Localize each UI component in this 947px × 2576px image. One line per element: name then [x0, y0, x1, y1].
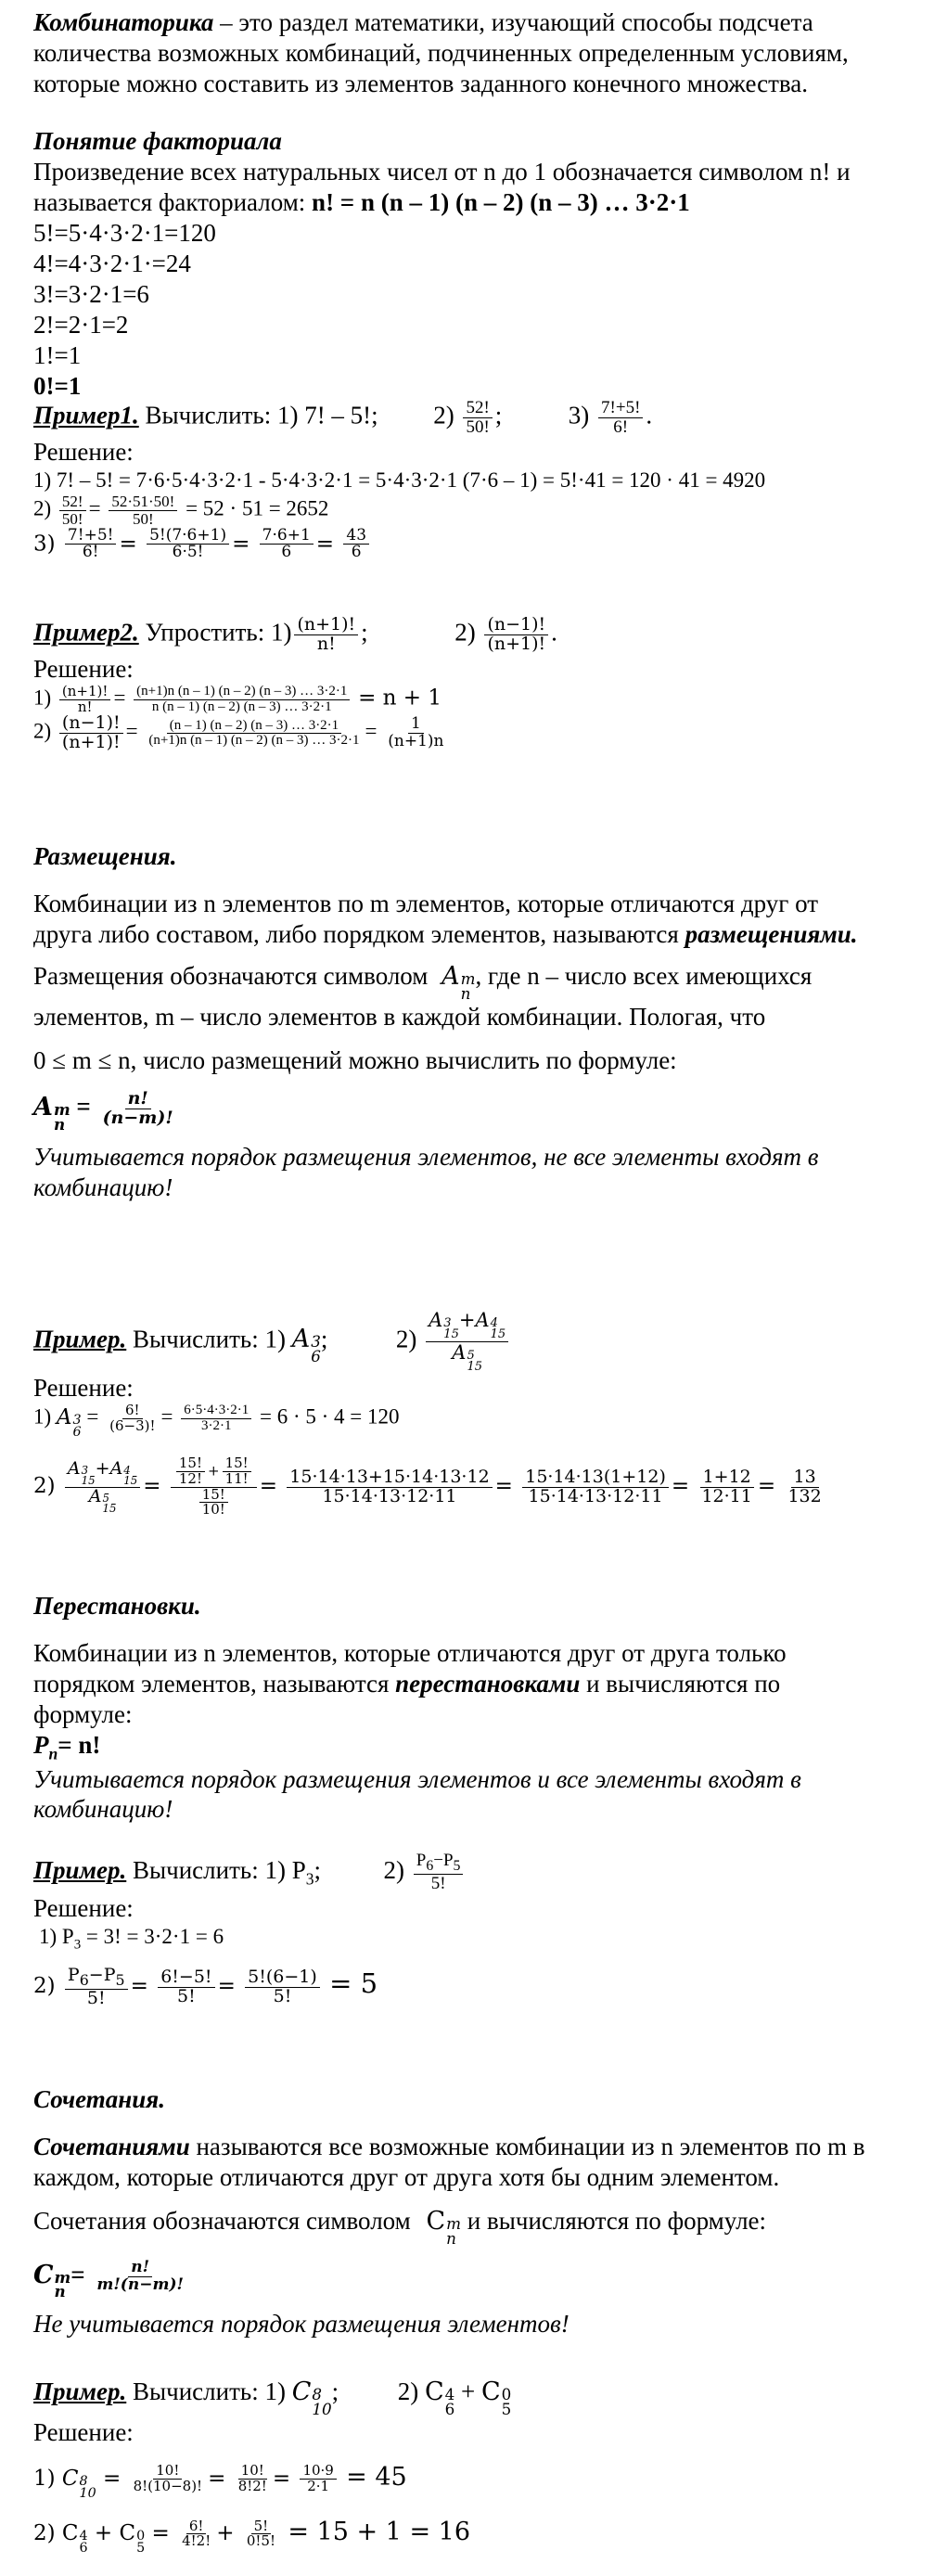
placements-text-2: друга либо составом, либо порядком элементов, называются [33, 919, 685, 948]
example3-section: Пример. Вычислить: 1) A 3 6 ; 2) A 3 15 +A 4 15 A 5 15 Решение: 1) A 3 6 = $\frac{6!}{(6-3)!}$ = $\frac{6\cdot 5\cdot 4\cdot 3\cdot 2\cdot 1}{3\cdot 2\cdot 1}$ = 6 · 5 · 4 = 120 2) A 3 15 +A 4 15 A 5 15 = $\frac{15!}{12!}$ + $\frac{15!}{11!}$ $\frac{15!}{10!}$ = $\frac{15\cdot 14\cdot 13+15\cdot 14\cdot 13\cdot 12}{15\cdot 14\cdot 13\cdot 12\cdot 11}$ = $\frac{15\cdot 14\cdot 13(1+12)}{15\cdot 14\cdot 13\cdot 12\cdot 11}$ = $\frac{1+12}{12\cdot 11}$ = $\frac{13}{132}$ [33, 1310, 924, 1518]
placements-heading: Размещения. [33, 842, 177, 870]
intro-text-3: которые можно составить из элементов заданного конечного множества. [33, 69, 809, 97]
example2-task2-fraction: $\frac{(n-1)!}{(n+1)!}$ [484, 616, 548, 654]
placements-text-4: , где n – число всех имеющихся [475, 961, 813, 990]
placements-text-3: Размещения обозначаются символом [33, 961, 429, 990]
example1-task2-fraction: $\frac{52!}{50!}$ [463, 399, 492, 437]
example5-task2-label: 2) [397, 2377, 419, 2405]
example2-task1-fraction: $\frac{(n+1)!}{n!}$ [294, 616, 358, 654]
combinations-note: Не учитывается порядок размещения элементов! [33, 2310, 569, 2339]
example4-task2-fraction: $\frac{P_6-P_5}{5!}$ [414, 1852, 464, 1893]
example1-solution-1: 1) 7! – 5! = 7·6·5·4·3·2·1 - 5·4·3·2·1 = 5·4·3·2·1 (7·6 – 1) = 5!·41 = 120 · 41 = 4920 [33, 468, 766, 492]
placements-text-5: элементов, m – число элементов в каждой комбинации. Пологая, что [33, 1002, 766, 1031]
example4-task2-label: 2) [383, 1855, 404, 1884]
intro-text-2: количества возможных комбинаций, подчиненных определенным условиям, [33, 38, 849, 67]
permutations-text-2: порядком элементов, называются [33, 1669, 396, 1698]
factorial-row: 3!=3·2·1=6 [33, 279, 149, 308]
intro-text-1: – это раздел математики, изучающий способы подсчета [213, 8, 813, 36]
combinations-text-1: называются все возможные комбинации из n элементов по m в [189, 2132, 865, 2160]
example3-task: Вычислить: 1) [133, 1325, 286, 1353]
example5-solution-1: 1) C 8 10 = $\frac{10!}{8!(10-8)!}$ = $\frac{10!}{8!2!}$ = $\frac{10\cdot 9}{2\cdot 1}$ = 45 [33, 2462, 407, 2502]
intro-paragraph [33, 7, 924, 99]
permutations-formula: $P_n= n$! [33, 1730, 101, 1763]
permutations-text-3: и вычисляются по [580, 1669, 781, 1698]
factorial-formula: n! = n (n – 1) (n – 2) (n – 3) … 3·2·1 [312, 187, 690, 216]
example5-section: Пример. Вычислить: 1) C 8 10 ; 2) C 4 6 + C 0 5 Решение: 1) C 8 10 = $\frac{10!}{8!(10-8)!}$ = $\frac{10!}{8!2!}$ = $\frac{10\cdot 9}{2\cdot 1}$ = 45 2) C 4 6 + C 0 5 = $\frac{6!}{4!2!}$ + $\frac{5!}{0!5!}$ = 15 + 1 = 16 [33, 2377, 924, 2556]
example3-solution-1: 1) A 3 6 = $\frac{6!}{(6-3)!}$ = $\frac{6\cdot 5\cdot 4\cdot 3\cdot 2\cdot 1}{3\cdot 2\cdot 1}$ = 6 · 5 · 4 = 120 [33, 1402, 400, 1441]
permutations-text-1: Комбинации из n элементов, которые отличаются друг от друга только [33, 1638, 787, 1667]
example3-label: Пример. [33, 1325, 127, 1353]
permutations-note-2: комбинацию! [33, 1795, 173, 1824]
placements-text-1: Комбинации из n элементов по m элементов, которые отличаются друг от [33, 889, 819, 917]
example4-section [33, 1852, 924, 2007]
example4-solution-label: Решение: [33, 1894, 134, 1923]
placements-formula: A m n = $\frac{n!}{(n-m)!}$ [33, 1088, 173, 1134]
permutations-text-4: формуле: [33, 1699, 133, 1728]
example3-task2-fraction: A 3 15 +A 4 15 A 5 15 [426, 1310, 508, 1373]
example1-task3-fraction: $\frac{7!+5!}{6!}$ [598, 399, 643, 437]
example1-label: Пример1. [33, 401, 139, 429]
factorial-text-1: Произведение всех натуральных чисел от n до 1 обозначается символом n! и [33, 157, 851, 186]
factorial-heading: Понятие факториала [33, 127, 282, 155]
permutations-note-1: Учитывается порядок размещения элементов и все элементы входят в [33, 1764, 801, 1793]
placements-term: размещениями. [685, 919, 858, 948]
example4-label: Пример. [33, 1855, 127, 1884]
factorial-row: 1!=1 [33, 340, 82, 369]
example5-task: Вычислить: 1) [133, 2377, 286, 2405]
example1-solution-label: Решение: [33, 437, 134, 466]
intro-term: Комбинаторика [33, 8, 214, 36]
example1-task2-label: 2) [433, 401, 454, 429]
factorial-section [33, 126, 924, 401]
placements-section [33, 841, 924, 1203]
example2-label: Пример2. [33, 618, 139, 647]
example2-section: Пример2. Упростить: 1) $\frac{(n+1)!}{n!}$ ; 2) $\frac{(n-1)!}{(n+1)!}$ . Решение: 1) $\frac{(n+1)!}{n!}$ = $\frac{(n+1)n (n - 1) (n - 2) (n - 3) \dots 3\cdot 2\cdot 1}{n (n - 1) (n - 2) (n - 3) \dots 3\cdot 2\cdot 1}$ = n + 1 2) $\frac{(n-1)!}{(n+1)!}$ = $\frac{(n - 1) (n - 2) (n - 3) \dots 3\cdot 2\cdot 1}{(n+1)n (n - 1) (n - 2) (n - 3) \dots 3\cdot 2\cdot 1}$ = $\frac{1}{(n+1)n}$ [33, 616, 924, 752]
example3-solution-2: 2) A 3 15 +A 4 15 A 5 15 = $\frac{15!}{12!}$ + $\frac{15!}{11!}$ $\frac{15!}{10!}$ = $\frac{15\cdot 14\cdot 13+15\cdot 14\cdot 13\cdot 12}{15\cdot 14\cdot 13\cdot 12\cdot 11}$ = $\frac{15\cdot 14\cdot 13(1+12)}{15\cdot 14\cdot 13\cdot 12\cdot 11}$ = $\frac{1+12}{12\cdot 11}$ = $\frac{13}{132}$ [33, 1455, 822, 1519]
example5-task1-symbol: C 8 10 [291, 2377, 332, 2418]
example1-task3-label: 3) [568, 401, 590, 429]
example5-solution-2: 2) C 4 6 + C 0 5 = $\frac{6!}{4!2!}$ + $\frac{5!}{0!5!}$ = 15 + 1 = 16 [33, 2517, 471, 2557]
example1-solution-2: 2) $\frac{52!}{50!}$ = $\frac{52\cdot 51\cdot 50!}{50!}$ = 52 · 51 = 2652 [33, 492, 329, 528]
example2-solution-label: Решение: [33, 654, 134, 683]
placements-symbol: A m n [442, 961, 476, 1003]
example4-task: Вычислить: 1) $P_3$; [133, 1855, 321, 1889]
permutations-term: перестановками [395, 1669, 581, 1698]
example1-solution-3: 3) $\frac{7!+5!}{6!}$ = $\frac{5!(7\cdot 6+1)}{6\cdot 5!}$ = $\frac{7\cdot 6+1}{6}$ = $\frac{43}{6}$ [33, 528, 924, 562]
combinations-text-2: каждом, которые отличаются друг от друга хотя бы одним элементом. [33, 2162, 780, 2191]
factorial-row: 5!=5·4·3·2·1=120 [33, 218, 216, 247]
permutations-heading: Перестановки. [33, 1592, 201, 1620]
example3-task2-label: 2) [395, 1325, 417, 1353]
example5-label: Пример. [33, 2377, 127, 2405]
combinations-text-3: Сочетания обозначаются символом [33, 2206, 411, 2235]
factorial-row: 4!=4·3·2·1·=24 [33, 249, 191, 277]
factorial-zero: 0!=1 [33, 371, 82, 400]
permutations-section [33, 1591, 924, 1825]
combinations-heading: Сочетания. [33, 2085, 165, 2113]
combinations-symbol: C m n [426, 2206, 462, 2248]
factorial-row: 2!=2·1=2 [33, 310, 129, 339]
factorial-text-2: называется факториалом: [33, 187, 313, 216]
example4-solution-1: 1) $P_3 = 3$! = 3·2·1 = 6 [39, 1925, 224, 1953]
example5-solution-label: Решение: [33, 2417, 134, 2446]
example1-section: Пример1. Вычислить: 1) 7! – 5!; 2) $\frac{52!}{50!}$ ; 3) $\frac{7!+5!}{6!}$ . Решение: 1) 7! – 5! = 7·6·5·4·3·2·1 - 5·4·3·2·1 = 5·4·3·2·1 (7·6 – 1) = 5!·41 = 120 · 41 = 4920 2) $\frac{52!}{50!}$ = $\frac{52\cdot 51\cdot 50!}{50!}$ = 52 · 51 = 2652 3) $\frac{7!+5!}{6!}$ = $\frac{5!(7\cdot 6+1)}{6\cdot 5!}$ = $\frac{7\cdot 6+1}{6}$ = $\frac{43}{6}$ [33, 399, 924, 561]
combinations-text-4: и вычисляются по формуле: [461, 2206, 767, 2235]
example2-task: Упростить: 1) [145, 618, 292, 647]
combinations-term: Сочетаниями [33, 2132, 190, 2160]
example2-solution-1: 1) $\frac{(n+1)!}{n!}$ = $\frac{(n+1)n (n - 1) (n - 2) (n - 3) \dots 3\cdot 2\cdot 1}{n (n - 1) (n - 2) (n - 3) \dots 3\cdot 2\cdot 1}$ = n + 1 [33, 682, 442, 715]
example1-task: Вычислить: 1) 7! – 5!; [145, 401, 378, 429]
example2-task2-label: 2) [454, 618, 476, 647]
example2-solution-2: 2) $\frac{(n-1)!}{(n+1)!}$ = $\frac{(n - 1) (n - 2) (n - 3) \dots 3\cdot 2\cdot 1}{(n+1)n (n - 1) (n - 2) (n - 3) \dots 3\cdot 2\cdot 1}$ = $\frac{1}{(n+1)n}$ [33, 712, 444, 753]
example3-task1-symbol: A 3 6 [291, 1325, 321, 1366]
placements-text-6: 0 ≤ m ≤ n, число размещений можно вычислить по формуле: [33, 1045, 677, 1074]
combinations-section [33, 2084, 924, 2339]
placements-note-1: Учитывается порядок размещения элементов, не все элементы входят в [33, 1142, 819, 1171]
example4-solution-2: 2) $\frac{P_6-P_5}{5!}$ = $\frac{6!-5!}{5!}$ = $\frac{5!(6-1)}{5!}$ = 5 [33, 1965, 378, 2008]
combinations-formula: C m n = $\frac{n!}{m!(n-m)!}$ [33, 2258, 184, 2301]
placements-note-2: комбинацию! [33, 1173, 173, 1201]
example3-solution-label: Решение: [33, 1374, 134, 1403]
